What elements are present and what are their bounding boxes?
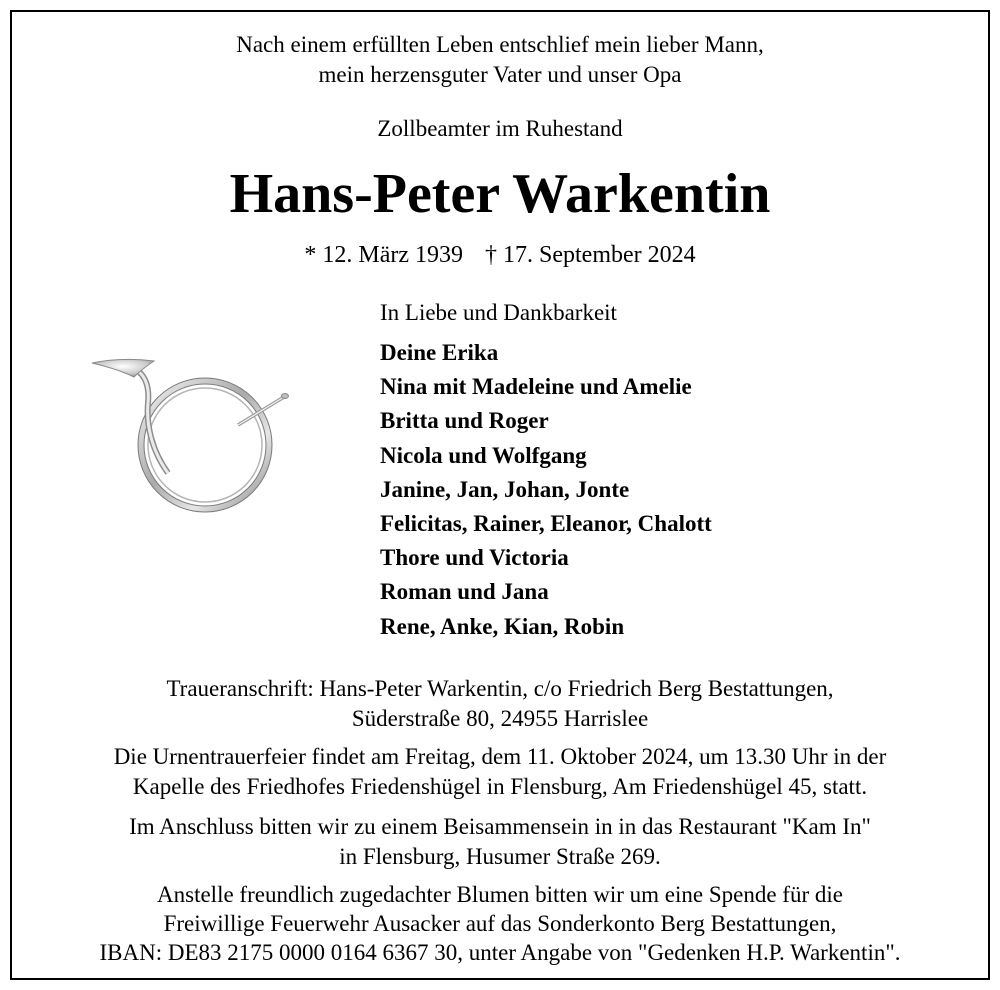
family-member: Felicitas, Rainer, Eleanor, Chalott [380,510,712,536]
donation-line: IBAN: DE83 2175 0000 0164 6367 30, unter Angabe von "Gedenken H.P. Warkentin". [99,940,901,965]
occupation: Zollbeamter im Ruhestand [377,116,623,141]
family-member: Rene, Anke, Kian, Robin [380,613,625,639]
family-member: Deine Erika [380,340,499,365]
post-horn-icon [88,355,293,515]
reception-line: in Flensburg, Husumer Straße 269. [339,844,661,869]
reception-line: Im Anschluss bitten wir zu einem Beisammensein in in das Restaurant "Kam In" [129,814,871,839]
intro-text [0,30,1000,90]
family-member: Thore und Victoria [380,545,569,571]
death-date: † 17. September 2024 [485,242,696,268]
intro-line: Nach einem erfüllten Leben entschlief mein lieber Mann, [236,32,764,57]
family-member: Nicola und Wolfgang [380,442,587,468]
family-member: Janine, Jan, Johan, Jonte [380,476,630,502]
address-line: Süderstraße 80, 24955 Harrislee [351,706,649,731]
family-member: Britta und Roger [380,408,549,434]
intro-line: mein herzensguter Vater und unser Opa [318,62,682,87]
donation-line: Anstelle freundlich zugedachter Blumen bitten wir um eine Spende für die [157,882,843,907]
donation-info [0,880,1000,967]
mourning-address [0,674,1000,734]
reception-info [0,812,1000,872]
family-list [380,336,712,644]
address-line: Traueranschrift: Hans-Peter Warkentin, c/o Friedrich Berg Bestattungen, [166,676,834,701]
life-dates [0,240,1000,270]
birth-date: * 12. März 1939 [304,242,463,268]
ceremony-line: Kapelle des Friedhofes Friedenshügel in Flensburg, Am Friedenshügel 45, statt. [132,774,868,799]
ceremony-info [0,742,1000,802]
donation-line: Freiwillige Feuerwehr Ausacker auf das Sonderkonto Berg Bestattungen, [163,911,837,936]
ceremony-line: Die Urnentrauerfeier findet am Freitag, dem 11. Oktober 2024, um 13.30 Uhr in der [113,744,887,769]
family-member: Nina mit Madeleine und Amelie [380,374,692,400]
deceased-name: Hans-Peter Warkentin [229,163,771,225]
thanks-line: In Liebe und Dankbarkeit [380,300,617,325]
family-member: Roman und Jana [380,579,549,605]
